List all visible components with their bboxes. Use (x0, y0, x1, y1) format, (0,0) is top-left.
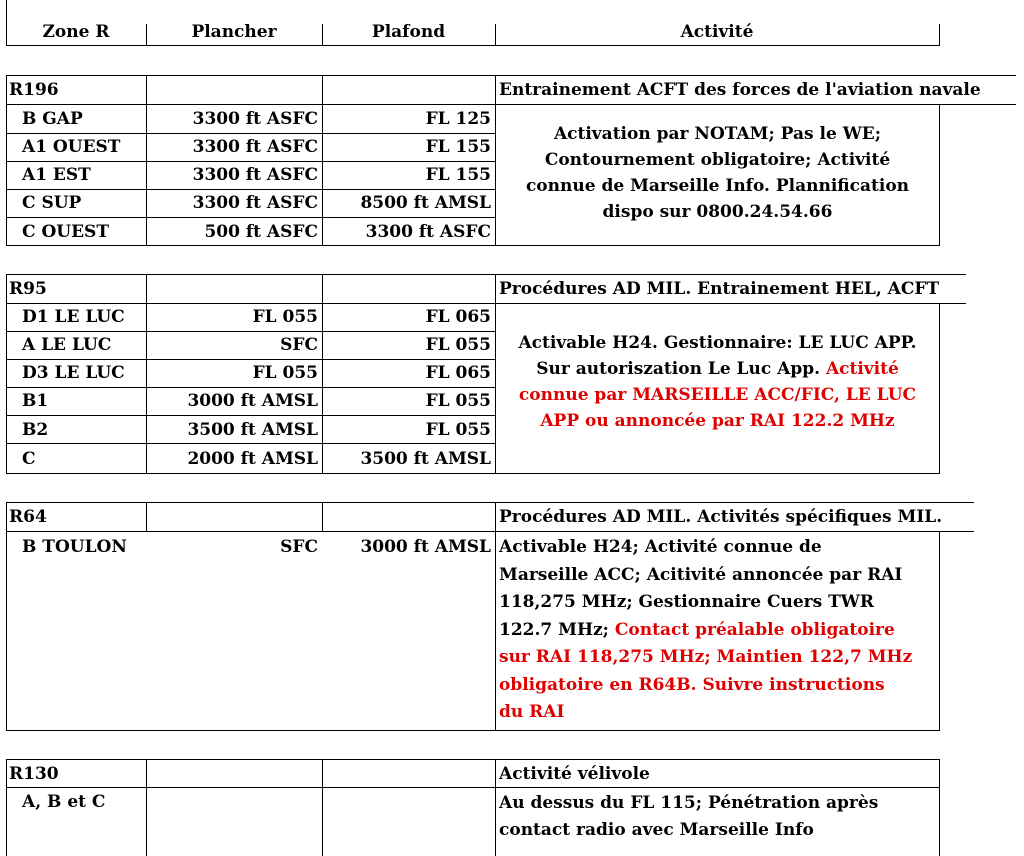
header-ceiling: Plafond (371, 22, 446, 42)
table-row-floor: SFC (280, 335, 318, 355)
table-row-ceiling: FL 055 (425, 391, 491, 411)
activity-line: Activation par NOTAM; Pas le WE; (553, 124, 882, 144)
table-row-ceiling: FL 155 (425, 165, 491, 185)
table-row-floor: 500 ft ASFC (204, 222, 318, 242)
activity-title: Procédures AD MIL. Entrainement HEL, ACFT (499, 279, 940, 299)
activity-line: 118,275 MHz; Gestionnaire Cuers TWR (499, 592, 874, 612)
table-row-floor: 3300 ft ASFC (192, 165, 318, 185)
table-row-name: D3 LE LUC (22, 363, 125, 383)
activity-line: sur RAI 118,275 MHz; Maintien 122,7 MHz (499, 647, 913, 667)
table-row-ceiling: FL 055 (425, 335, 491, 355)
activity-line: 122.7 MHz; Contact préalable obligatoire (499, 619, 895, 640)
activity-title: Procédures AD MIL. Activités spécifiques MIL. (499, 507, 943, 527)
table-row-floor: 3300 ft ASFC (192, 109, 318, 129)
activity-line: Activable H24. Gestionnaire: LE LUC APP. (518, 333, 917, 353)
table-row-name: B2 (22, 420, 49, 440)
zone-title: R130 (9, 764, 59, 784)
activity-line: connue par MARSEILLE ACC/FIC, LE LUC (518, 385, 917, 405)
table-row-ceiling: FL 065 (425, 363, 491, 383)
table-row-ceiling: FL 155 (425, 137, 491, 157)
table-row-floor: 3300 ft ASFC (192, 193, 318, 213)
table-row-ceiling: FL 055 (425, 420, 491, 440)
table-row-floor: 3300 ft ASFC (192, 137, 318, 157)
activity-description (496, 330, 939, 434)
table-row-floor: 3500 ft AMSL (187, 420, 318, 440)
activity-description (499, 790, 939, 844)
zone-title: R196 (9, 80, 59, 100)
activity-line: Contournement obligatoire; Activité (544, 150, 891, 170)
header-floor: Plancher (191, 22, 277, 42)
activity-line: Activable H24; Activité connue de (499, 537, 822, 557)
activity-title: Entrainement ACFT des forces de l'aviation navale (499, 80, 981, 100)
table-row-floor: 3000 ft AMSL (187, 391, 318, 411)
activity-line: Marseille ACC; Acitivité annoncée par RAI (499, 564, 903, 585)
activity-line: connue de Marseille Info. Plannification (525, 176, 910, 196)
header-zone: Zone R (42, 22, 110, 42)
activity-line: Au dessus du FL 115; Pénétration après (499, 793, 879, 813)
table-row-name: C (22, 449, 36, 469)
zone-title: R64 (9, 507, 47, 527)
table-row-name: A, B et C (22, 792, 106, 812)
zone-title: R95 (9, 279, 47, 299)
table-row-floor: 2000 ft AMSL (187, 449, 318, 469)
activity-highlight: Contact préalable obligatoire (614, 619, 895, 640)
header-activity: Activité (680, 22, 754, 42)
table-row-name: A1 OUEST (22, 137, 121, 157)
activity-line: dispo sur 0800.24.54.66 (602, 202, 833, 222)
table-row-ceiling: 3000 ft AMSL (360, 537, 491, 557)
activity-title: Activité vélivole (499, 764, 650, 784)
activity-line: APP ou annoncée par RAI 122.2 MHz (540, 411, 895, 431)
activity-description (496, 121, 939, 225)
table-row-name: C SUP (22, 193, 82, 213)
table-row-floor: SFC (280, 537, 318, 557)
table-row-name: A1 EST (22, 165, 91, 185)
activity-line: du RAI (499, 702, 565, 722)
table-row-floor: FL 055 (252, 307, 318, 327)
activity-line: Sur autoriszation Le Luc App. Activité (536, 359, 899, 379)
table-row-name: B TOULON (22, 537, 127, 557)
table-row-name: B1 (22, 391, 49, 411)
table-row-ceiling: 8500 ft AMSL (360, 193, 491, 213)
table-row-name: D1 LE LUC (22, 307, 125, 327)
table-row-name: C OUEST (22, 222, 109, 242)
table-row-ceiling: FL 065 (425, 307, 491, 327)
table-row-name: B GAP (22, 109, 83, 129)
table-row-floor: FL 055 (252, 363, 318, 383)
activity-line: obligatoire en R64B. Suivre instructions (499, 674, 885, 695)
table-row-ceiling: 3500 ft AMSL (360, 449, 491, 469)
table-row-ceiling: 3300 ft ASFC (365, 222, 491, 242)
activity-line: contact radio avec Marseille Info (499, 820, 814, 840)
activity-description (499, 534, 939, 727)
table-row-name: A LE LUC (22, 335, 112, 355)
activity-highlight: Activité (825, 359, 899, 379)
table-row-ceiling: FL 125 (425, 109, 491, 129)
